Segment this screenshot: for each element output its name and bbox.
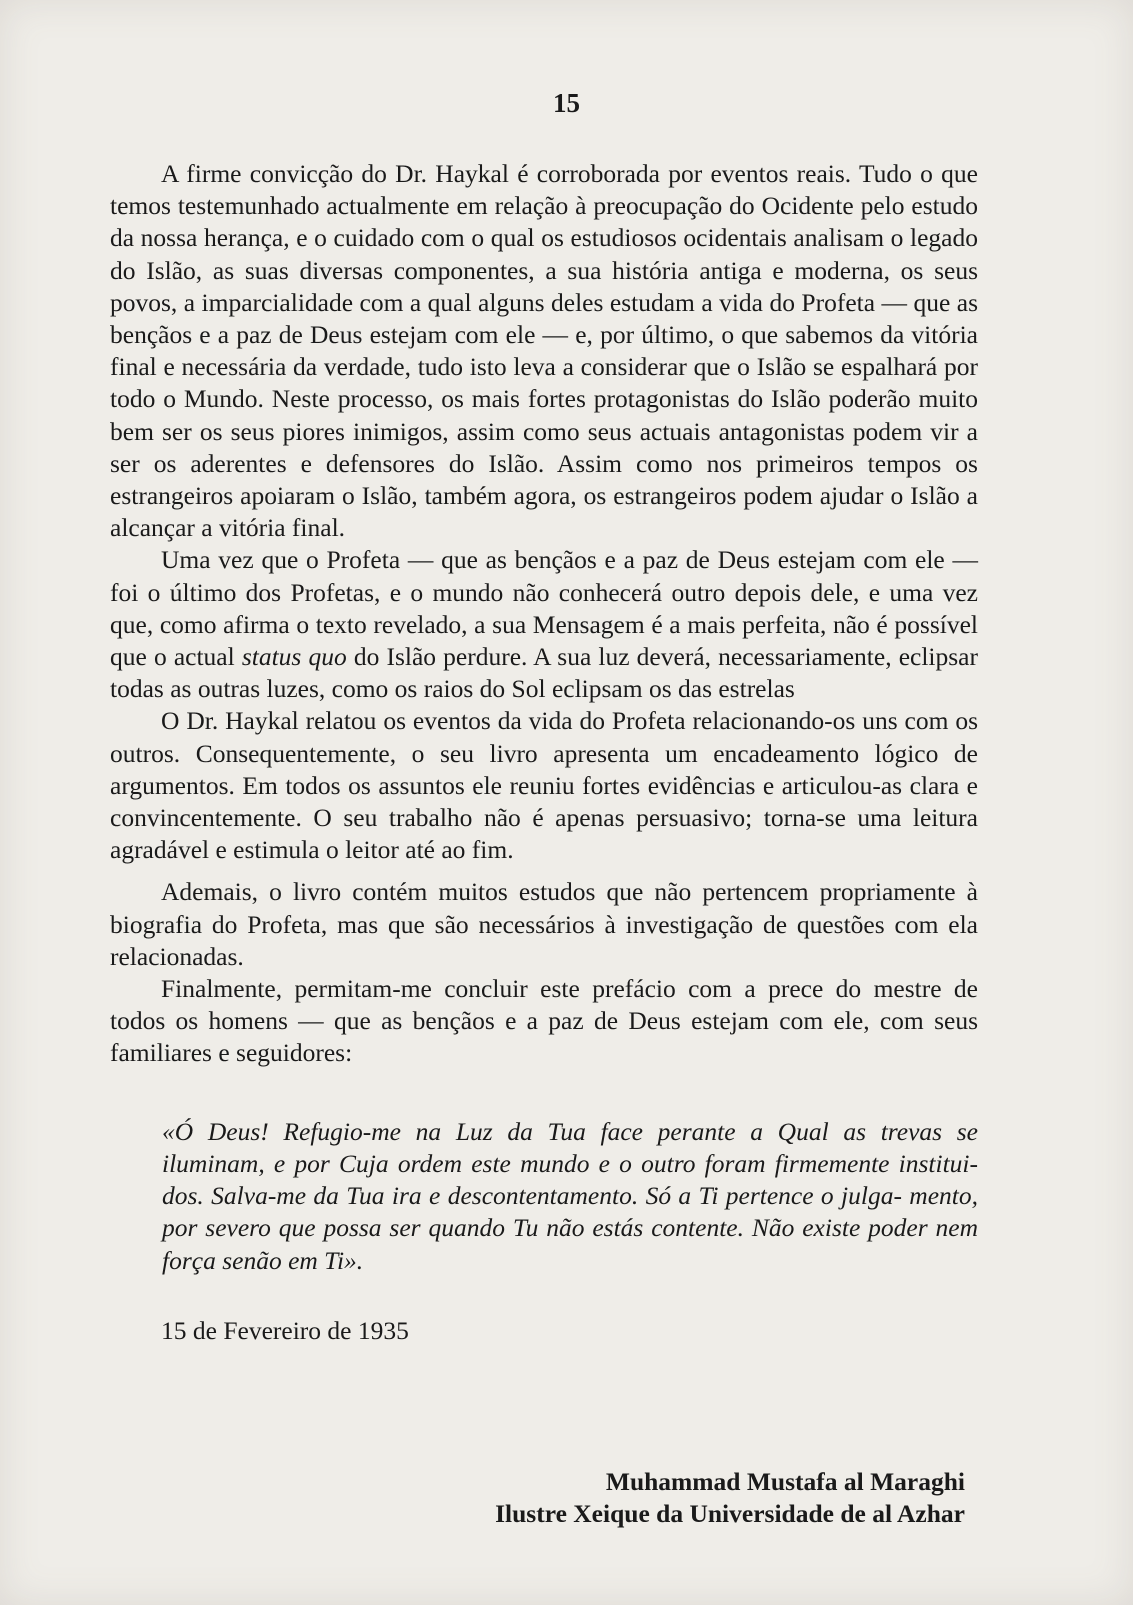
- body-text: [110, 158, 978, 1347]
- signature-title: Ilustre Xeique da Universidade de al Azhar: [495, 1499, 965, 1528]
- status-quo-italic: status quo: [241, 642, 347, 672]
- paragraph-4-text: Ademais, o livro contém muitos estudos que não pertencem propriamente à biografia do Profeta, mas que são necessários à investigação de questões com ela relacionadas.: [110, 877, 978, 971]
- paragraph-2-text-end: do Islão perdure. A sua luz deverá, necessariamente, eclipsar todas as outras luzes, como os raios do Sol eclipsam os das estrelas: [110, 642, 978, 704]
- paragraph-4: [110, 876, 978, 973]
- paragraph-2-text-start: Uma vez que o Profeta — que as bençãos e a paz de Deus estejam com ele — foi o último dos Profetas, e o mundo não conhecerá outro depois dele, e uma vez que, como afirma o texto revelado, a sua Mensagem é a mais perfeita, não é possível que o actual: [110, 545, 978, 672]
- paragraph-5: [110, 973, 978, 1070]
- prayer-quote: «Ó Deus! Refugio-me na Luz da Tua face perante a Qual as trevas se iluminam, e por Cuja ordem este mundo e o outro foram firmemente institui- dos. Salva-me da Tua ira e descontentamento. Só a Ti pertence o julga- mento, por severo que possa ser quando Tu não estás contente. Não existe poder nem força senão em Ti».: [162, 1116, 978, 1275]
- page-number: 15: [553, 88, 580, 118]
- signature-name: Muhammad Mustafa al Maraghi: [605, 1467, 965, 1496]
- paragraph-1-text: A firme convicção do Dr. Haykal é corroborada por eventos reais. Tudo o que temos testemunhado actualmente em relação à preocupação do Ocidente pelo estudo da nossa herança, e o cuidado com o qual os estudiosos ocidentais analisam o legado do Islão, as suas diversas componentes, a sua história antiga e moderna, os seus povos, a imparcialidade com a qual alguns deles estudam a vida do Profeta — que as bençãos e a paz de Deus estejam com ele — e, por último, o que sabemos da vitória final e necessária da verdade, tudo isto leva a considerar que o Islão se espalhará por todo o Mundo. Neste processo, os mais fortes protagonistas do Islão poderão muito bem ser os seus piores inimigos, assim como seus actuais antagonistas podem vir a ser os aderentes e defensores do Islão. Assim como nos primeiros tempos os estrangeiros apoiaram o Islão, também agora, os estrangeiros podem ajudar o Islão a alcançar a vitória final.: [110, 159, 978, 543]
- paragraph-3: [110, 705, 978, 866]
- paragraph-2: [110, 544, 978, 705]
- signature-block: [495, 1466, 965, 1530]
- preface-date: 15 de Fevereiro de 1935: [161, 1315, 409, 1345]
- paragraph-3-text: O Dr. Haykal relatou os eventos da vida do Profeta relacionando-os uns com os outros. Consequentemente, o seu livro apresenta um encadeamento lógico de argumentos. Em todos os assuntos ele reuniu fortes evidências e articulou-as clara e convincentemente. O seu trabalho não é apenas persuasivo; torna-se uma leitura agradável e estimula o leitor até ao fim.: [110, 706, 978, 865]
- paragraph-5-text: Finalmente, permitam-me concluir este prefácio com a prece do mestre de todos os homens — que as bençãos e a paz de Deus estejam com ele, com seus familiares e seguidores:: [110, 974, 978, 1068]
- paragraph-1: [110, 158, 978, 544]
